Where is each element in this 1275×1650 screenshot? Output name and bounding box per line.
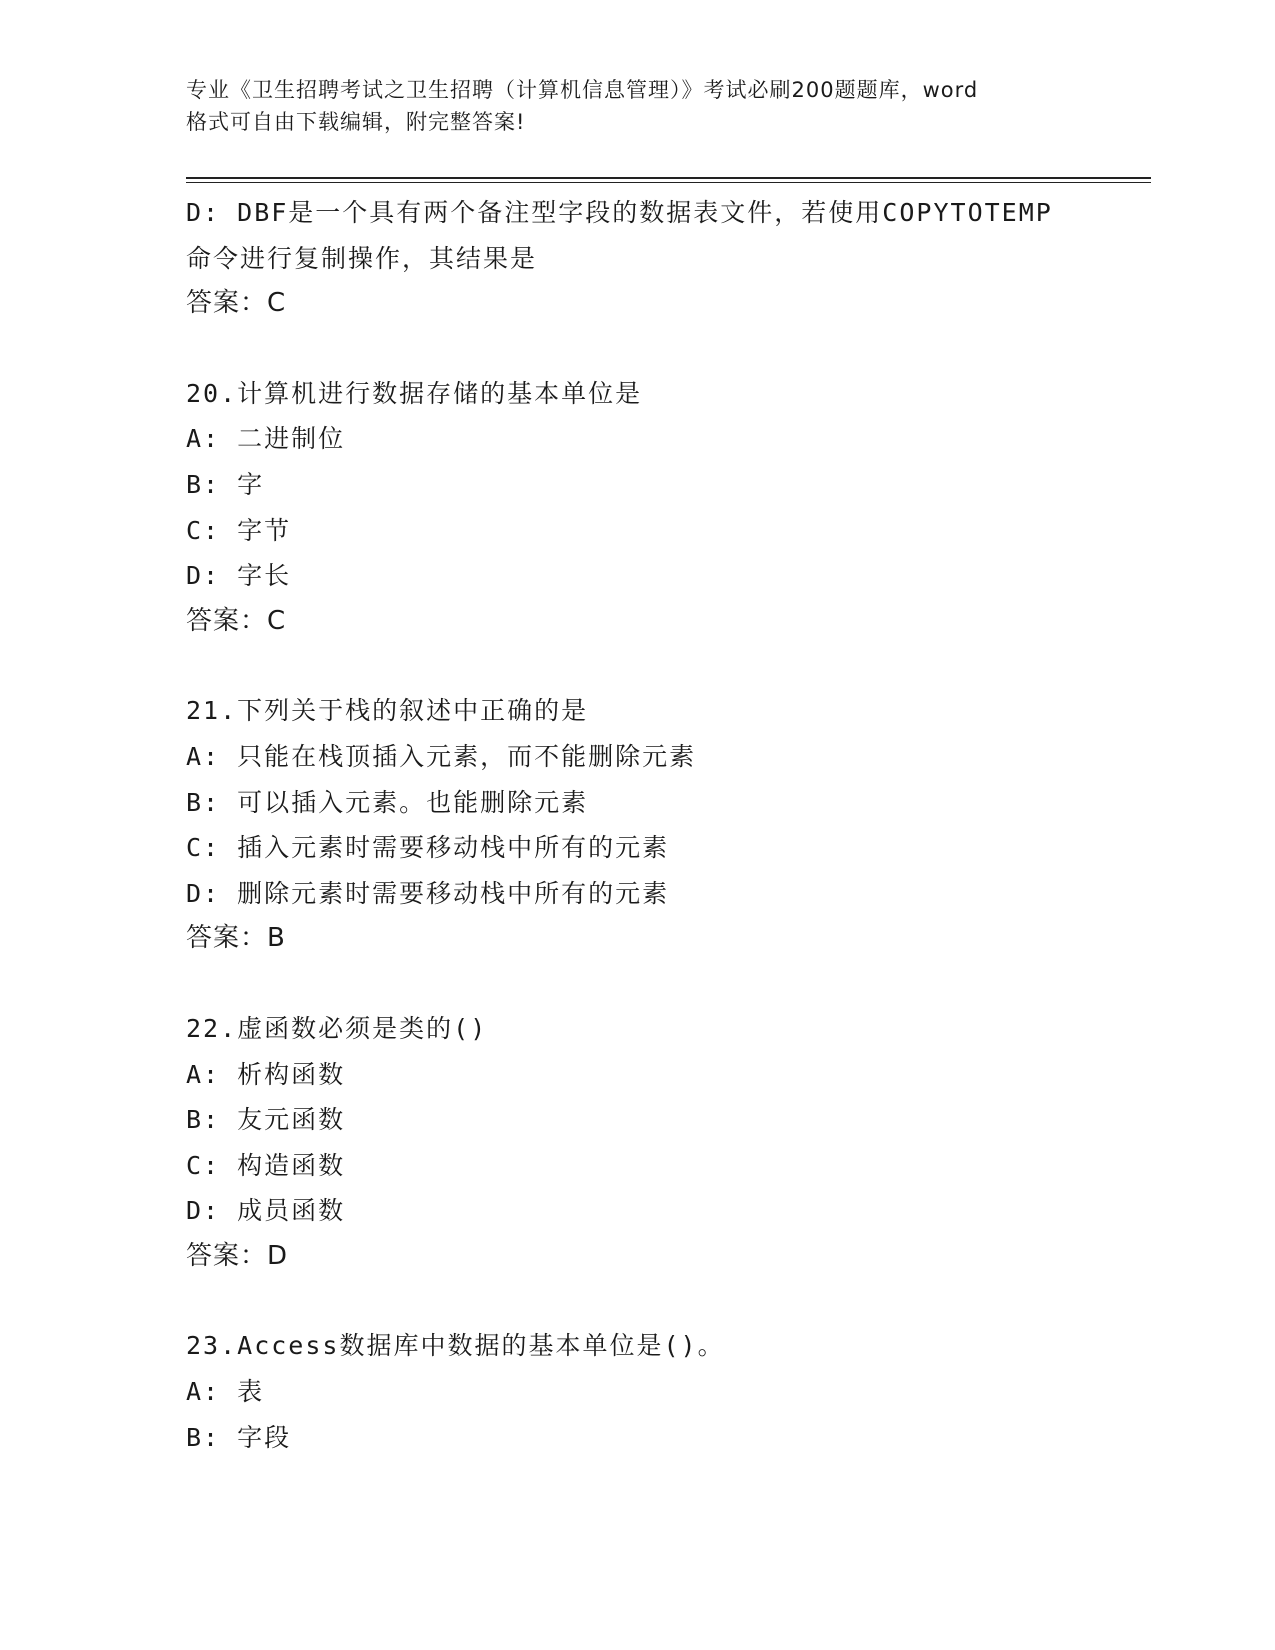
option-d: D: DBF是一个具有两个备注型字段的数据表文件，若使用COPYTOTEMP	[186, 198, 1053, 227]
question-23	[186, 1323, 1086, 1460]
option-a: A: 表	[186, 1377, 265, 1407]
option-d: D: 字长	[186, 561, 292, 591]
header-line-2: 格式可自由下载编辑，附完整答案!	[186, 110, 526, 134]
question-stem: 21.下列关于栈的叙述中正确的是	[186, 696, 589, 726]
document-header	[186, 74, 1086, 138]
header-divider-thick	[186, 177, 1151, 179]
header-divider-thin	[186, 182, 1151, 183]
question-stem: 23.Access数据库中数据的基本单位是()。	[186, 1331, 725, 1361]
option-a: A: 二进制位	[186, 424, 346, 454]
question-stem: 20.计算机进行数据存储的基本单位是	[186, 378, 643, 408]
answer-line: 答案：C	[186, 605, 287, 636]
answer-line: 答案：B	[186, 923, 286, 954]
option-a: A: 只能在栈顶插入元素，而不能删除元素	[186, 741, 697, 771]
option-c: C: 字节	[186, 515, 292, 545]
option-d: D: 成员函数	[186, 1196, 346, 1226]
option-a: A: 析构函数	[186, 1059, 346, 1089]
option-b: B: 字	[186, 469, 265, 499]
option-b: B: 友元函数	[186, 1105, 346, 1135]
option-c: C: 构造函数	[186, 1150, 346, 1180]
question-22	[186, 1006, 1086, 1280]
answer-line: 答案：D	[186, 1240, 289, 1271]
option-c: C: 插入元素时需要移动栈中所有的元素	[186, 833, 670, 863]
question-21	[186, 688, 1086, 962]
question-20	[186, 371, 1086, 645]
option-d: D: 删除元素时需要移动栈中所有的元素	[186, 878, 670, 908]
question-list	[186, 190, 1086, 1460]
question-stem: 22.虚函数必须是类的()	[186, 1013, 488, 1043]
header-line-1: 专业《卫生招聘考试之卫生招聘（计算机信息管理）》考试必刷200题题库，word	[186, 78, 979, 102]
option-b: B: 可以插入元素。也能删除元素	[186, 787, 589, 817]
option-b: B: 字段	[186, 1422, 292, 1452]
answer-line: 答案：C	[186, 288, 287, 319]
question-19-continuation	[186, 190, 1086, 327]
option-d-continued: 命令进行复制操作，其结果是	[186, 243, 538, 273]
